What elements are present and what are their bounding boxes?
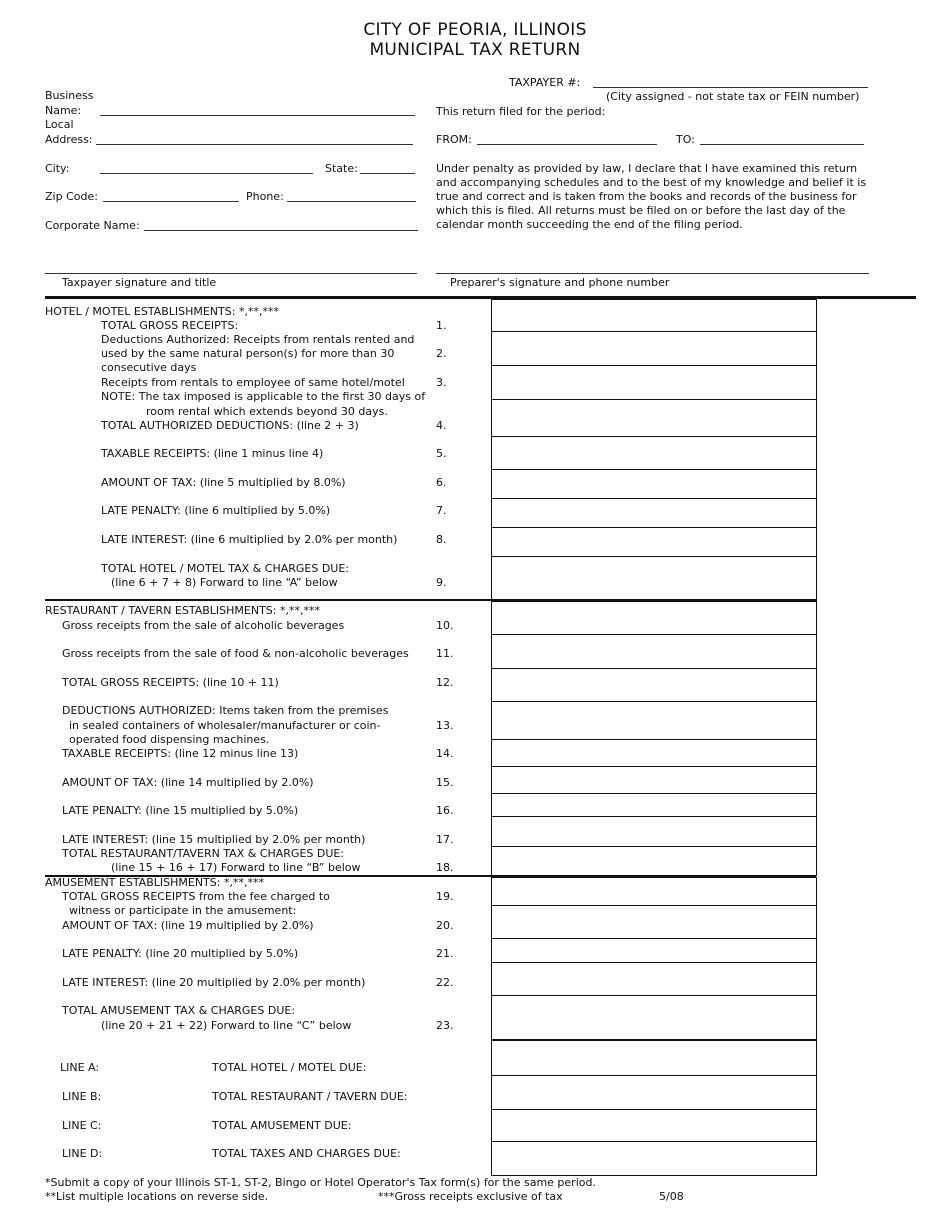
state-field[interactable]	[360, 162, 415, 178]
amount-box-line8[interactable]	[491, 527, 817, 557]
summary-box-a[interactable]	[491, 1040, 817, 1076]
local-address-field[interactable]	[96, 133, 413, 149]
amount-box-line2[interactable]	[491, 331, 817, 366]
amusement-line20-label: AMOUNT OF TAX: (line 19 multiplied by 2.0%)	[62, 919, 314, 932]
line-number: 22.	[436, 976, 454, 989]
restaurant-line12-label: TOTAL GROSS RECEIPTS: (line 10 + 11)	[62, 676, 279, 689]
corporate-name-label: Corporate Name:	[45, 219, 140, 232]
hotel-heading: HOTEL / MOTEL ESTABLISHMENTS: *,**,***	[45, 305, 279, 318]
amount-box-line5[interactable]	[491, 436, 817, 470]
restaurant-heading: RESTAURANT / TAVERN ESTABLISHMENTS: *,**,***	[45, 604, 320, 617]
line-number: 5.	[436, 447, 447, 460]
amount-box-line10[interactable]	[491, 601, 817, 635]
amount-box-line1[interactable]	[491, 299, 817, 332]
amount-box-line20[interactable]	[491, 905, 817, 939]
address-label: Address:	[45, 133, 93, 146]
restaurant-line18-note: (line 15 + 16 + 17) Forward to line “B” below	[111, 861, 361, 874]
amount-box-line12[interactable]	[491, 668, 817, 702]
amusement-line23-label: TOTAL AMUSEMENT TAX & CHARGES DUE:	[62, 1004, 296, 1017]
phone-field[interactable]	[287, 190, 416, 206]
line-number: 11.	[436, 647, 454, 660]
line-number: 18.	[436, 861, 454, 874]
hotel-line9-label: TOTAL HOTEL / MOTEL TAX & CHARGES DUE:	[101, 562, 350, 575]
amount-box-line22[interactable]	[491, 962, 817, 996]
summary-box-d[interactable]	[491, 1141, 817, 1176]
amount-box-line13[interactable]	[491, 701, 817, 740]
hotel-line2-label: Deductions Authorized: Receipts from rentals rented and used by the same natural person(s) for more than 30 consecutive days	[101, 333, 415, 374]
summary-line-c-text: TOTAL AMUSEMENT DUE:	[212, 1119, 352, 1132]
amount-box-line15[interactable]	[491, 766, 817, 794]
amusement-line22-label: LATE INTEREST: (line 20 multiplied by 2.0% per month)	[62, 976, 366, 989]
hotel-line4-label: TOTAL AUTHORIZED DEDUCTIONS: (line 2 + 3)	[101, 419, 359, 432]
business-label: Business	[45, 89, 94, 102]
line-number: 2.	[436, 347, 447, 360]
amount-box-line17[interactable]	[491, 816, 817, 847]
name-label: Name:	[45, 104, 82, 117]
restaurant-line10-label: Gross receipts from the sale of alcoholic beverages	[62, 619, 345, 632]
line-number: 10.	[436, 619, 454, 632]
from-date-field[interactable]	[477, 133, 657, 149]
form-subtitle: MUNICIPAL TAX RETURN	[369, 40, 581, 60]
restaurant-line15-label: AMOUNT OF TAX: (line 14 multiplied by 2.0%)	[62, 776, 314, 789]
line-number: 7.	[436, 504, 447, 517]
summary-line-b-text: TOTAL RESTAURANT / TAVERN DUE:	[212, 1090, 408, 1103]
line-number: 16.	[436, 804, 454, 817]
hotel-line8-label: LATE INTEREST: (line 6 multiplied by 2.0% per month)	[101, 533, 398, 546]
to-label: TO:	[676, 133, 695, 146]
restaurant-line14-label: TAXABLE RECEIPTS: (line 12 minus line 13)	[62, 747, 299, 760]
line-number: 4.	[436, 419, 447, 432]
line-number: 9.	[436, 576, 447, 589]
line-number: 12.	[436, 676, 454, 689]
amount-box-line14[interactable]	[491, 739, 817, 767]
summary-box-c[interactable]	[491, 1109, 817, 1142]
restaurant-line13-label: DEDUCTIONS AUTHORIZED: Items taken from the premises	[62, 704, 389, 717]
summary-line-a-text: TOTAL HOTEL / MOTEL DUE:	[212, 1061, 367, 1074]
state-label: State:	[325, 162, 358, 175]
restaurant-line17-label: LATE INTEREST: (line 15 multiplied by 2.0% per month)	[62, 833, 366, 846]
amount-box-line19[interactable]	[491, 877, 817, 906]
restaurant-line13-cont2: operated food dispensing machines.	[69, 733, 270, 746]
hotel-line9-note: (line 6 + 7 + 8) Forward to line “A” below	[111, 576, 338, 589]
taxpayer-number-note: (City assigned - not state tax or FEIN number)	[606, 90, 860, 103]
local-label: Local	[45, 118, 74, 131]
zip-field[interactable]	[103, 190, 239, 206]
amusement-line23-note: (line 20 + 21 + 22) Forward to line “C” below	[101, 1019, 352, 1032]
amount-box-line7[interactable]	[491, 498, 817, 528]
amount-box-line16[interactable]	[491, 793, 817, 817]
line-number: 17.	[436, 833, 454, 846]
hotel-line7-label: LATE PENALTY: (line 6 multiplied by 5.0%)	[101, 504, 331, 517]
phone-label: Phone:	[246, 190, 284, 203]
preparer-signature-caption: Preparer's signature and phone number	[450, 276, 670, 289]
hotel-line3-label: Receipts from rentals to employee of same hotel/motel	[101, 376, 405, 389]
restaurant-line11-label: Gross receipts from the sale of food & non-alcoholic beverages	[62, 647, 409, 660]
hotel-note: NOTE: The tax imposed is applicable to the first 30 days of	[101, 390, 426, 403]
line-number: 19.	[436, 890, 454, 903]
summary-line-b-label: LINE B:	[62, 1090, 102, 1103]
hotel-line5-label: TAXABLE RECEIPTS: (line 1 minus line 4)	[101, 447, 324, 460]
zip-label: Zip Code:	[45, 190, 98, 203]
summary-line-c-label: LINE C:	[62, 1119, 102, 1132]
business-name-field[interactable]	[100, 104, 415, 120]
taxpayer-signature-caption: Taxpayer signature and title	[62, 276, 217, 289]
amount-box-line21[interactable]	[491, 938, 817, 963]
line-number: 13.	[436, 719, 454, 732]
line-number: 1.	[436, 319, 447, 332]
line-number: 3.	[436, 376, 447, 389]
line-number: 8.	[436, 533, 447, 546]
amount-box-line6[interactable]	[491, 469, 817, 499]
amount-box-line9[interactable]	[491, 556, 817, 601]
amusement-heading: AMUSEMENT ESTABLISHMENTS: *,**,***	[45, 876, 264, 889]
city-field[interactable]	[100, 162, 313, 178]
hotel-line6-label: AMOUNT OF TAX: (line 5 multiplied by 8.0%)	[101, 476, 346, 489]
to-date-field[interactable]	[700, 133, 864, 149]
line-number: 15.	[436, 776, 454, 789]
hotel-note-cont: room rental which extends beyond 30 days.	[146, 405, 388, 418]
amount-box-line4[interactable]	[491, 399, 817, 437]
footnote-2: **List multiple locations on reverse side.	[45, 1190, 269, 1203]
line-number: 6.	[436, 476, 447, 489]
restaurant-line18-label: TOTAL RESTAURANT/TAVERN TAX & CHARGES DUE:	[62, 847, 345, 860]
amount-box-line11[interactable]	[491, 634, 817, 669]
amount-box-line23[interactable]	[491, 995, 817, 1040]
summary-line-a-label: LINE A:	[60, 1061, 100, 1074]
form-version: 5/08	[659, 1190, 684, 1203]
form-title: CITY OF PEORIA, ILLINOIS	[363, 20, 587, 40]
line-number: 20.	[436, 919, 454, 932]
amusement-line21-label: LATE PENALTY: (line 20 multiplied by 5.0%)	[62, 947, 299, 960]
line-number: 23.	[436, 1019, 454, 1032]
amusement-line19-cont: witness or participate in the amusement:	[69, 904, 297, 917]
taxpayer-number-label: TAXPAYER #:	[509, 76, 581, 89]
footnote-3: ***Gross receipts exclusive of tax	[378, 1190, 563, 1203]
restaurant-line13-cont1: in sealed containers of wholesaler/manufacturer or coin-	[69, 719, 381, 732]
restaurant-line16-label: LATE PENALTY: (line 15 multiplied by 5.0%)	[62, 804, 299, 817]
corporate-name-field[interactable]	[144, 219, 418, 235]
amusement-line19-label: TOTAL GROSS RECEIPTS from the fee charged to	[62, 890, 330, 903]
city-label: City:	[45, 162, 70, 175]
line-number: 21.	[436, 947, 454, 960]
summary-line-d-label: LINE D:	[62, 1147, 103, 1160]
from-label: FROM:	[436, 133, 472, 146]
amount-box-line3[interactable]	[491, 365, 817, 400]
amount-box-line18[interactable]	[491, 846, 817, 876]
summary-line-d-text: TOTAL TAXES AND CHARGES DUE:	[212, 1147, 401, 1160]
declaration-text: Under penalty as provided by law, I declare that I have examined this return and accompanying schedules and to the best of my knowledge and belief it is true and correct and is taken from the books and records of the business for which this is filed. All returns must be filed on or before the last day of the calendar month succeeding the end of the filing period.	[436, 162, 867, 231]
footnote-1: *Submit a copy of your Illinois ST-1, ST-2, Bingo or Hotel Operator's Tax form(s) for the same period.	[45, 1176, 596, 1189]
line-number: 14.	[436, 747, 454, 760]
hotel-line1-label: TOTAL GROSS RECEIPTS:	[101, 319, 239, 332]
summary-box-b[interactable]	[491, 1075, 817, 1110]
period-text: This return filed for the period:	[436, 105, 606, 118]
